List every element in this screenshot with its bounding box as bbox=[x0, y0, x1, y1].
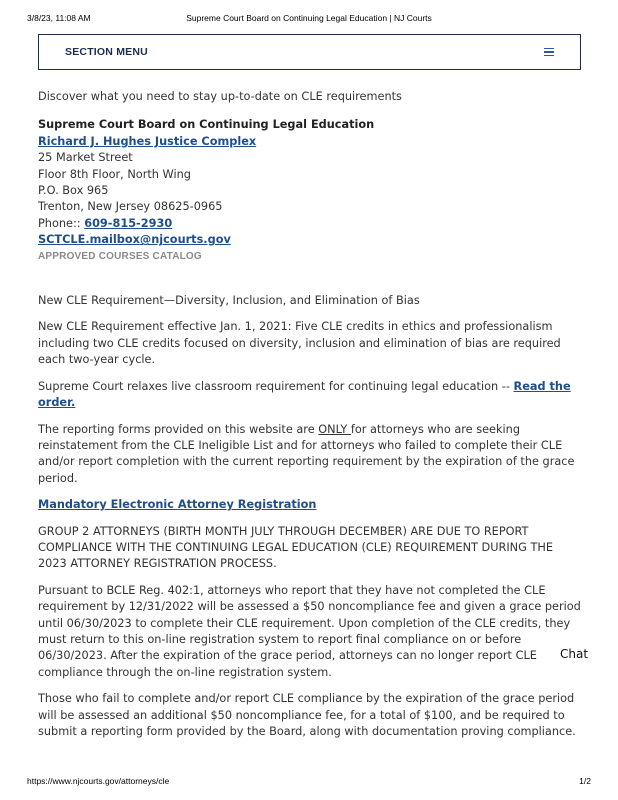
hamburger-icon[interactable] bbox=[544, 48, 554, 57]
noncompliance-paragraph: Those who fail to complete and/or report CLE compliance by the expiration of the grace period will be assessed an additional $50 noncompliance fee, for a total of $100, and be required to submit a reporting form provided by the Board, along with documentation proving compliance. bbox=[38, 692, 576, 738]
contact-phone-line bbox=[38, 216, 584, 232]
section-menu-button[interactable] bbox=[38, 34, 581, 70]
relax-text: Supreme Court relaxes live classroom requirement for continuing legal education -- bbox=[38, 379, 514, 393]
print-page-title: Supreme Court Board on Continuing Legal Education | NJ Courts bbox=[186, 13, 432, 23]
print-url: https://www.njcourts.gov/attorneys/cle bbox=[27, 776, 170, 786]
relax-paragraph bbox=[38, 379, 584, 412]
forms-only-emphasis: ONLY bbox=[318, 422, 351, 436]
contact-city: Trenton, New Jersey 08625-0965 bbox=[38, 200, 223, 214]
contact-block bbox=[38, 117, 584, 248]
forms-text-after: for attorneys who are seeking reinstatement from the CLE Ineligible List and for attorneys who failed to complete their CLE and/or report completion with the current reporting requirement by the expiration of the grace period. bbox=[38, 422, 575, 485]
forms-text-before: The reporting forms provided on this website are bbox=[38, 422, 319, 436]
phone-link[interactable]: 609-815-2930 bbox=[84, 216, 173, 230]
print-datetime: 3/8/23, 11:08 AM bbox=[27, 13, 91, 23]
pursuant-paragraph: Pursuant to BCLE Reg. 402:1, attorneys who report that they have not completed the CLE requirement by 12/31/2022 will be assessed a $50 noncompliance fee and given a grace period until 06/30/2023 to complete their CLE requirement. Upon completion of the CLE credits, they must return to this on-line registration system to report final compliance on or before 06/30/2023. After the expiration of the grace period, attorneys can no longer report CLE compliance through the on-line registration system. bbox=[38, 583, 581, 679]
reporting-forms-paragraph bbox=[38, 422, 584, 488]
group2-notice: GROUP 2 ATTORNEYS (BIRTH MONTH JULY THROUGH DECEMBER) ARE DUE TO REPORT COMPLIANCE WITH THE CONTINUING LEGAL EDUCATION (CLE) REQUIREMENT DURING THE 2023 ATTORNEY REGISTRATION PROCESS. bbox=[38, 524, 553, 571]
contact-floor: Floor 8th Floor, North Wing bbox=[38, 167, 191, 181]
approved-courses-catalog-link[interactable]: APPROVED COURSES CATALOG bbox=[38, 250, 202, 262]
contact-street: 25 Market Street bbox=[38, 151, 133, 165]
main-content bbox=[38, 89, 584, 740]
phone-label: Phone:: bbox=[38, 216, 85, 230]
contact-po-box: P.O. Box 965 bbox=[38, 184, 109, 198]
print-footer bbox=[0, 776, 618, 788]
print-header bbox=[0, 13, 618, 25]
new-requirement-title: New CLE Requirement—Diversity, Inclusion, and Elimination of Bias bbox=[38, 294, 420, 308]
contact-org: Supreme Court Board on Continuing Legal Education bbox=[38, 118, 375, 132]
page-number: 1/2 bbox=[579, 776, 591, 786]
intro-text: Discover what you need to stay up-to-date on CLE requirements bbox=[38, 90, 402, 103]
building-link[interactable]: Richard J. Hughes Justice Complex bbox=[38, 134, 257, 148]
new-requirement-body: New CLE Requirement effective Jan. 1, 2021: Five CLE credits in ethics and professionalism including two CLE credits focused on diversity, inclusion and elimination of bias are required each two-year cycle. bbox=[38, 320, 561, 367]
section-menu-label: SECTION MENU bbox=[65, 46, 148, 58]
chat-button[interactable]: Chat bbox=[560, 647, 589, 661]
email-link[interactable]: SCTCLE.mailbox@njcourts.gov bbox=[38, 233, 231, 247]
mandatory-registration-link[interactable]: Mandatory Electronic Attorney Registration bbox=[38, 498, 317, 512]
read-the-order-link[interactable]: Read the order. bbox=[38, 379, 571, 410]
